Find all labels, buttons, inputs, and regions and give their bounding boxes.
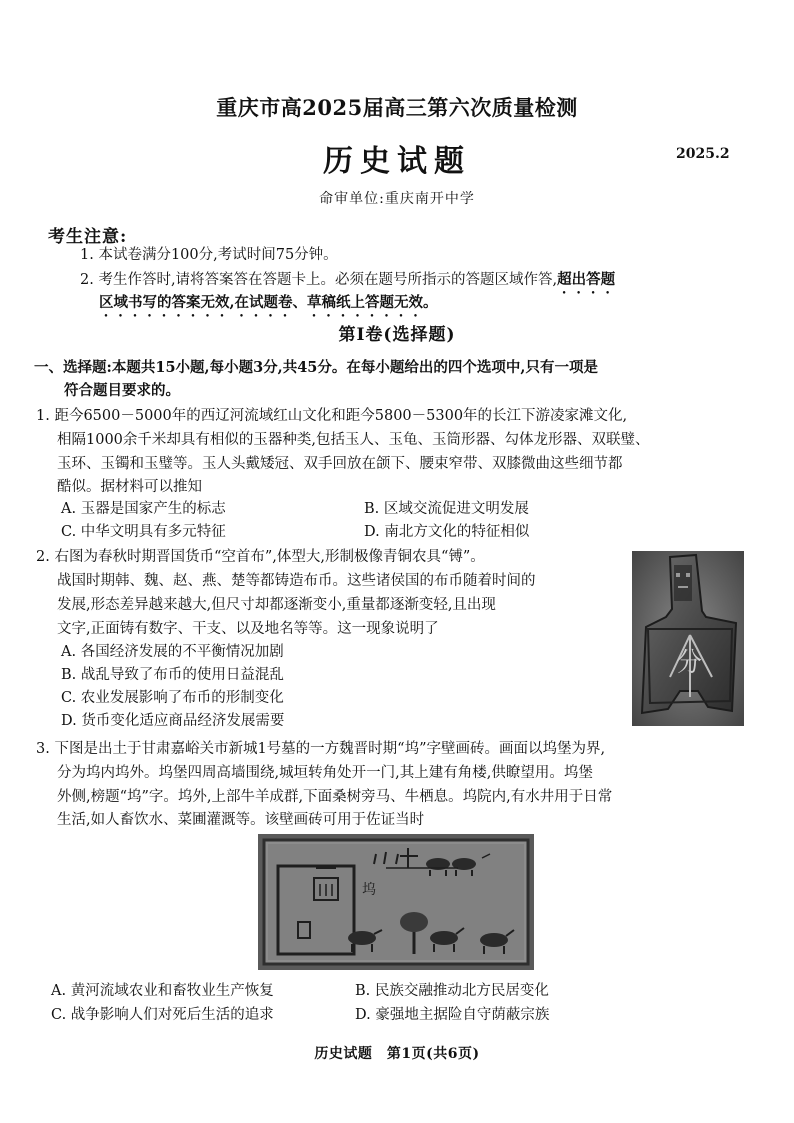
question-2-option-a[interactable]: A. 各国经济发展的不平衡情况加剧 [61, 644, 284, 660]
question-3-line-4: 生活,如人畜饮水、菜圃灌溉等。该壁画砖可用于佐证当时 [57, 812, 425, 828]
question-2-option-b[interactable]: B. 战乱导致了布币的使用日益混乱 [61, 667, 284, 683]
mural-brick-svg [258, 834, 534, 970]
question-1-line-2: 相隔1000余千米却具有相似的玉器种类,包括玉人、玉龟、玉筒形器、勾体龙形器、双联璧、 [57, 432, 650, 448]
section-instruction-1: 一、选择题:本题共15小题,每小题3分,共45分。在每小题给出的四个选项中,只有一项是 [34, 359, 598, 376]
question-2-line-2: 战国时期韩、魏、赵、燕、楚等都铸造布币。这些诸侯国的布币随着时间的 [57, 573, 536, 589]
subject-title: 历史试题 [323, 144, 471, 179]
exam-date: 2025.2 [676, 146, 730, 162]
notice-item-2-text: 2. 考生作答时,请将答案答在答题卡上。必须在题号所指示的答题区域作答, [80, 272, 558, 288]
question-3-line-1: 3. 下图是出土于甘肃嘉峪关市新城1号墓的一方魏晋时期“坞”字壁画砖。画面以坞堡为界, [36, 741, 606, 757]
question-3-line-3: 外侧,榜题“坞”字。坞外,上部牛羊成群,下面桑树旁马、牛栖息。坞院内,有水井用于日常 [57, 789, 613, 805]
question-1-option-d[interactable]: D. 南北方文化的特征相似 [364, 524, 530, 540]
page-footer: 历史试题 第1页(共6页) [314, 1046, 480, 1062]
mural-brick-image [258, 834, 534, 970]
mural-label: 坞 [362, 882, 376, 898]
question-1-option-c[interactable]: C. 中华文明具有多元特征 [61, 524, 226, 540]
question-1-line-3: 玉环、玉镯和玉璧等。玉人头戴矮冠、双手回放在颌下、腰束窄带、双膝微曲这些细节都 [57, 456, 623, 472]
question-1-option-b[interactable]: B. 区域交流促进文明发展 [364, 501, 529, 517]
spade-coin-svg [632, 551, 744, 726]
question-1-line-1: 1. 距今6500－5000年的西辽河流域红山文化和距今5800－5300年的长江下游凌家滩文化, [36, 408, 628, 424]
notice-item-2-line-2: 区域书写的答案无效,在试题卷、草稿纸上答题无效。 [99, 294, 438, 311]
question-1-option-a[interactable]: A. 玉器是国家产生的标志 [61, 501, 226, 517]
question-3-option-b[interactable]: B. 民族交融推动北方民居变化 [355, 983, 549, 999]
question-3-option-c[interactable]: C. 战争影响人们对死后生活的追求 [51, 1007, 274, 1023]
question-2-option-d[interactable]: D. 货币变化适应商品经济发展需要 [61, 713, 285, 729]
notice-heading: 考生注意: [48, 227, 128, 247]
section-title: 第Ⅰ卷(选择题) [338, 325, 456, 345]
question-2-option-c[interactable]: C. 农业发展影响了布币的形制变化 [61, 690, 284, 706]
question-3-line-2: 分为坞内坞外。坞堡四周高墙围绕,城垣转角处开一门,其上建有角楼,供瞭望用。坞堡 [57, 765, 593, 781]
exam-title: 重庆市高2025届高三第六次质量检测 [216, 95, 578, 120]
section-instruction-2: 符合题目要求的。 [64, 382, 180, 399]
question-2-line-4: 文字,正面铸有数字、干支、以及地名等等。这一现象说明了 [57, 621, 439, 637]
question-2-line-1: 2. 右图为春秋时期晋国货币“空首布”,体型大,形制极像青铜农具“镈”。 [36, 549, 485, 565]
question-3-option-a[interactable]: A. 黄河流域农业和畜牧业生产恢复 [51, 983, 274, 999]
coin-inscription: 分 [675, 648, 703, 678]
organizer: 命审单位:重庆南开中学 [319, 191, 475, 207]
spade-coin-image [632, 551, 744, 726]
notice-item-2-emphasis: 超出答题 [557, 271, 616, 288]
notice-item-1: 1. 本试卷满分100分,考试时间75分钟。 [80, 247, 338, 263]
question-1-line-4: 酷似。据材料可以推知 [57, 479, 202, 495]
question-3-option-d[interactable]: D. 豪强地主据险自守荫蔽宗族 [355, 1007, 550, 1023]
question-2-line-3: 发展,形态差异越来越大,但尺寸却都逐渐变小,重量都逐渐变轻,且出现 [57, 597, 496, 613]
